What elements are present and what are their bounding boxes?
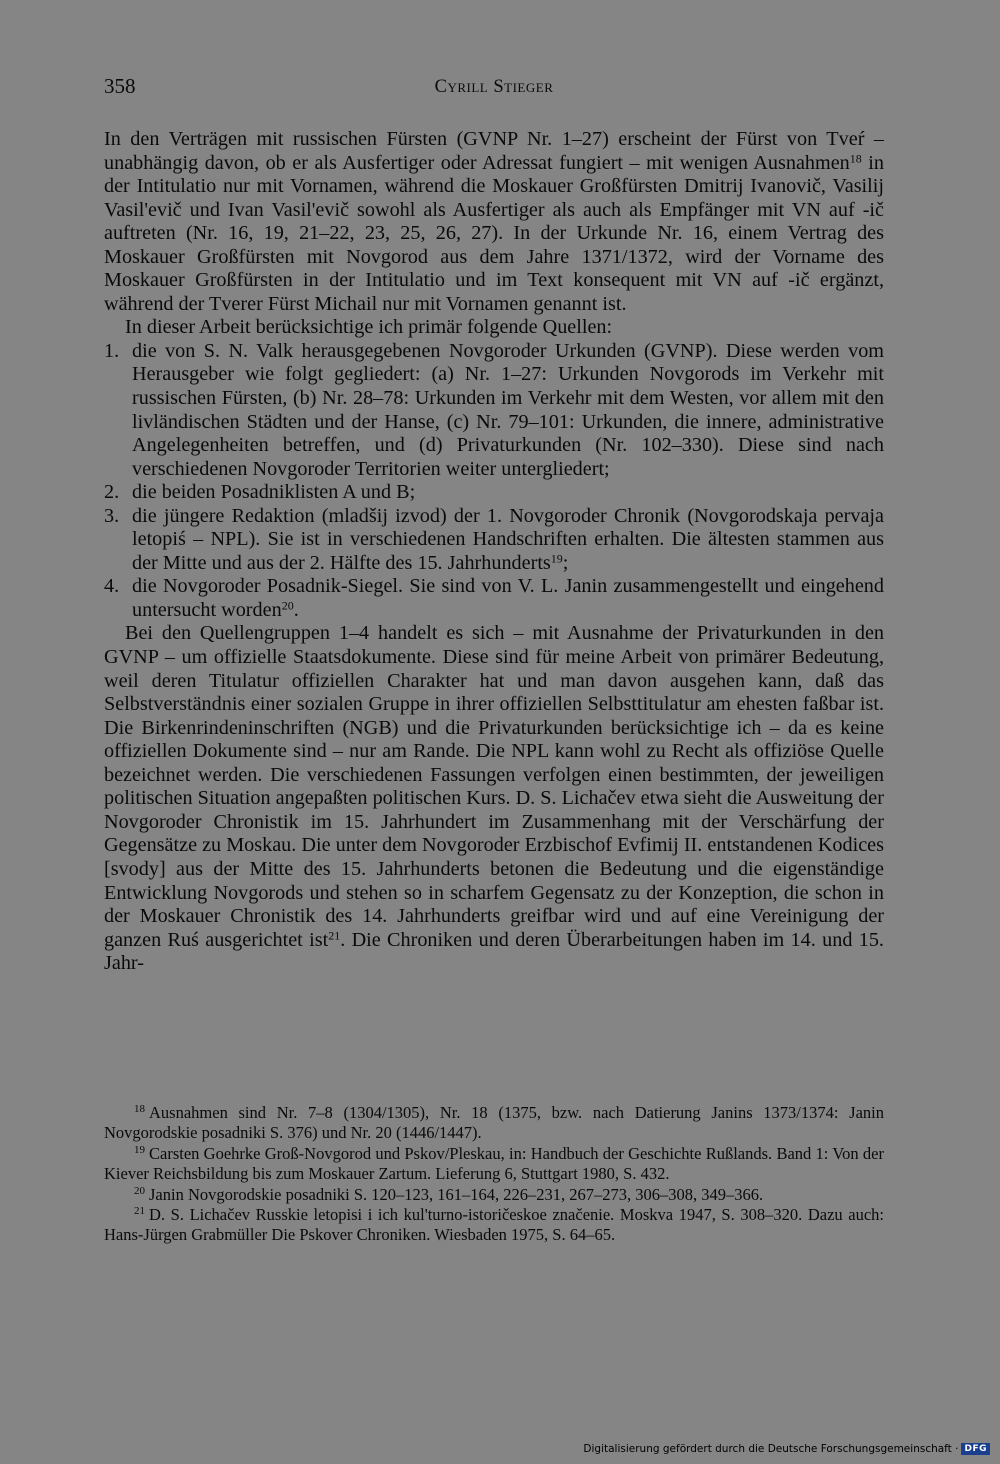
paragraph-3: [104, 622, 884, 975]
list-marker: 2.: [104, 481, 120, 504]
list-item: [104, 481, 884, 505]
footnote-21: [104, 1205, 884, 1246]
footnote-19: [104, 1144, 884, 1185]
footnote-text: D. S. Lichačev Russkie letopisi i ich kul'turno-istoričeskoe značenie. Moskva 1947, S. 308–320. Dazu auch: Hans-Jürgen Grabmüller Die Pskover Chroniken. Wiesbaden 1975, S. 64–65.: [104, 1205, 884, 1245]
paragraph-1: [104, 128, 884, 316]
body-text: [104, 128, 884, 976]
footnote-number: 19: [134, 1143, 145, 1156]
dfg-logo: DFG: [961, 1443, 990, 1455]
list-item-text: die Novgoroder Posadnik-Siegel. Sie sind von V. L. Janin zusammengestellt und eingehend untersucht worden: [132, 575, 884, 621]
source-list: [104, 340, 884, 623]
footnote-ref-20: 20: [281, 598, 294, 613]
list-item: [104, 575, 884, 622]
digitization-credit: [583, 1443, 990, 1455]
footnote-18: [104, 1103, 884, 1144]
paragraph-1-rest: in der Intitulatio nur mit Vornamen, während die Moskauer Großfürsten Dmitrij Ivanovič, Vasilij Vasil'evič und Ivan Vasil'evič sowohl als Ausfertiger als auch als Empfänger mit VN auf -ič auftreten (Nr. 16, 19, 21–22, 23, 25, 26, 27). In der Urkunde Nr. 16, einem Vertrag des Moskauer Großfürsten mit Novgorod aus dem Jahre 1371/1372, wird der Vorname des Moskauer Großfürsten in der Intitulatio und im Text konsequent mit VN auf -ič ergänzt, während der Tverer Fürst Michail nur mit Vornamen genannt ist.: [104, 151, 884, 315]
list-marker: 4.: [104, 575, 120, 598]
paragraph-3-rest: . Die Chroniken und deren Überarbeitungen haben im 14. und 15. Jahr-: [104, 928, 884, 975]
credit-text: Digitalisierung gefördert durch die Deutsche Forschungsgemeinschaft ·: [583, 1443, 959, 1455]
footnotes: [104, 1103, 884, 1246]
list-item-tail: ;: [562, 551, 569, 574]
paragraph-1-text: In den Verträgen mit russischen Fürsten (GVNP Nr. 1–27) erscheint der Fürst von Tveŕ – unabhängig davon, ob er als Ausfertiger oder Adressat fungiert – mit wenigen Ausnahmen: [104, 128, 884, 174]
running-head: Cyrill Stieger: [434, 77, 554, 97]
footnote-20: [104, 1185, 884, 1205]
footnote-ref-18: 18: [849, 150, 862, 165]
footnote-number: 20: [134, 1184, 145, 1197]
paragraph-2: In dieser Arbeit berücksichtige ich primär folgende Quellen:: [125, 316, 613, 339]
list-item: [104, 505, 884, 576]
list-marker: 3.: [104, 504, 120, 527]
footnote-number: 18: [134, 1102, 145, 1115]
footnote-ref-21: 21: [328, 928, 341, 942]
list-marker: 1.: [104, 339, 120, 362]
list-item: [104, 340, 884, 481]
footnote-text: Carsten Goehrke Groß-Novgorod und Pskov/Pleskau, in: Handbuch der Geschichte Rußlands. Band 1: Von der Kiever Reichsbildung bis zum Moskauer Zartum. Lieferung 6, Stuttgart 1980, S. 432.: [104, 1143, 884, 1184]
list-item-text: die jüngere Redaktion (mladšij izvod) der 1. Novgoroder Chronik (Novgorodskaja pervaja letopiś – NPL). Sie ist in verschiedenen Handschriften erhalten. Die ältesten stammen aus der Mitte und aus der 2. Hälfte des 15. Jahrhunderts: [132, 504, 884, 574]
footnote-text: Ausnahmen sind Nr. 7–8 (1304/1305), Nr. 18 (1375, bzw. nach Datierung Janins 1373/1374: Janin Novgorodskie posadniki S. 376) und Nr. 20 (1446/1447).: [104, 1103, 884, 1143]
list-item-tail: .: [293, 598, 299, 621]
paragraph-3-text: Bei den Quellengruppen 1–4 handelt es sich – mit Ausnahme der Privaturkunden in den GVNP – um offizielle Staatsdokumente. Diese sind für meine Arbeit von primärer Bedeutung, weil deren Titulatur offiziellen Charakter hat und man davon ausgehen kann, daß das Selbstverständnis einer sozialen Gruppe in ihrer offiziellen Selbsttitulatur am ehesten faßbar ist. Die Birkenrindeninschriften (NGB) und die Privaturkunden berücksichtige ich – da es keine offiziellen Dokumente sind – nur am Rande. Die NPL kann wohl zu Recht als offiziöse Quelle bezeichnet werden. Die verschiedenen Fassungen verfolgen einen bestimmten, der jeweiligen politischen Situation angepaßten politischen Kurs. D. S. Lichačev etwa sieht die Ausweitung der Novgoroder Chronistik im 15. Jahrhundert im Zusammenhang mit der Verschärfung der Gegensätze zu Moskau. Die unter dem Novgoroder Erzbischof Evfimij II. entstandenen Kodices [svody] aus der Mitte des 15. Jahrhunderts betonen die Bedeutung und die eigenständige Entwicklung Novgorods und stehen so in scharfem Gegensatz zu der Konzeption, die schon in der Moskauer Chronistik des 14. Jahrhunderts greifbar wird und auf eine Vereinigung der ganzen Ruś ausgerichtet ist: [104, 622, 884, 951]
footnote-ref-19: 19: [550, 551, 563, 566]
page-number: 358: [104, 74, 136, 98]
footnote-number: 21: [134, 1204, 145, 1217]
list-item-text: die von S. N. Valk herausgegebenen Novgoroder Urkunden (GVNP). Diese werden vom Herausgeber wie folgt gegliedert: (a) Nr. 1–27: Urkunden Novgorods im Verkehr mit russischen Fürsten, (b) Nr. 28–78: Urkunden im Verkehr mit dem Westen, vor allem mit den livländischen Städten und der Hanse, (c) Nr. 79–101: Urkunden, die innere, administrative Angelegenheiten betreffen, und (d) Privaturkunden (Nr. 102–330). Diese sind nach verschiedenen Novgoroder Territorien weiter untergliedert;: [132, 339, 884, 480]
footnote-text: Janin Novgorodskie posadniki S. 120–123, 161–164, 226–231, 267–273, 306–308, 349–366.: [149, 1184, 764, 1204]
page-header: [104, 74, 884, 108]
list-item-text: die beiden Posadniklisten A und B;: [132, 481, 416, 504]
